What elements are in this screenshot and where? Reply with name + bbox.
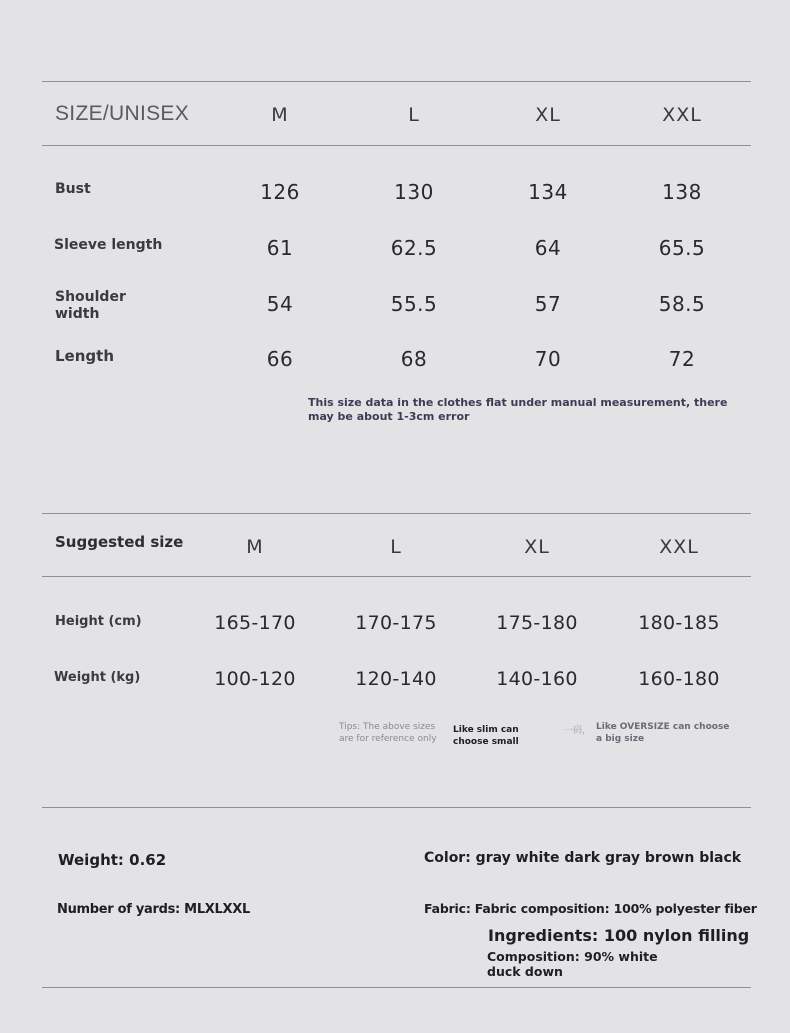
cell-height-xl: 175-180: [496, 612, 578, 634]
tip-separator: 一码，: [564, 726, 592, 736]
info-yards: Number of yards: MLXLXXL: [57, 902, 250, 917]
cell-height-xxl: 180-185: [638, 612, 720, 634]
top-rule: [42, 81, 751, 82]
cell-shoulder-m: 54: [266, 292, 294, 316]
size-col-xxl: XXL: [662, 104, 702, 126]
size-table-header: SIZE/UNISEX: [55, 102, 189, 125]
cell-length-xl: 70: [534, 347, 562, 371]
cell-length-xxl: 72: [668, 347, 696, 371]
cell-weight-xxl: 160-180: [638, 668, 720, 690]
size-col-m: M: [271, 104, 289, 126]
cell-sleeve-xxl: 65.5: [658, 236, 706, 260]
info-color: Color: gray white dark gray brown black: [424, 850, 742, 866]
cell-shoulder-xxl: 58.5: [658, 292, 706, 316]
cell-length-l: 68: [400, 347, 428, 371]
cell-shoulder-l: 55.5: [390, 292, 438, 316]
info-ingredients: Ingredients: 100 nylon filling: [488, 926, 750, 945]
row-label-length: Length: [55, 347, 114, 365]
cell-bust-xl: 134: [528, 180, 568, 204]
row-label-weight: Weight (kg): [54, 670, 141, 685]
cell-bust-m: 126: [260, 180, 300, 204]
size-col-xl: XL: [535, 104, 561, 126]
info-fabric: Fabric: Fabric composition: 100% polyester fiber: [424, 901, 757, 916]
cell-shoulder-xl: 57: [534, 292, 562, 316]
info-top-rule: [42, 807, 751, 808]
cell-weight-l: 120-140: [355, 668, 437, 690]
tip-slim: Like slim can choose small: [453, 725, 519, 747]
cell-bust-l: 130: [394, 180, 434, 204]
cell-bust-xxl: 138: [662, 180, 702, 204]
cell-sleeve-l: 62.5: [390, 236, 438, 260]
measurement-note: This size data in the clothes flat under manual measurement, there may be about 1-3cm error: [308, 396, 728, 423]
size-col-l: L: [408, 104, 420, 126]
row-label-bust: Bust: [55, 181, 91, 197]
cell-length-m: 66: [266, 347, 294, 371]
cell-height-l: 170-175: [355, 612, 437, 634]
row-label-height: Height (cm): [55, 614, 142, 629]
size-header-rule: [42, 145, 751, 146]
cell-sleeve-xl: 64: [534, 236, 562, 260]
suggested-table-header: Suggested size: [55, 533, 184, 551]
tip-oversize: Like OVERSIZE can choose a big size: [596, 722, 730, 744]
suggested-col-l: L: [390, 536, 402, 558]
cell-weight-xl: 140-160: [496, 668, 578, 690]
suggested-col-xl: XL: [524, 536, 550, 558]
row-label-shoulder-width: Shoulder width: [55, 289, 126, 322]
row-label-sleeve-length: Sleeve length: [54, 237, 163, 253]
suggested-col-m: M: [246, 536, 264, 558]
suggested-header-rule: [42, 576, 751, 577]
cell-height-m: 165-170: [214, 612, 296, 634]
cell-weight-m: 100-120: [214, 668, 296, 690]
info-weight: Weight: 0.62: [58, 851, 167, 869]
cell-sleeve-m: 61: [266, 236, 294, 260]
tip-reference: Tips: The above sizes are for reference only: [339, 722, 437, 744]
suggested-col-xxl: XXL: [659, 536, 699, 558]
bottom-rule: [42, 987, 751, 988]
suggested-top-rule: [42, 513, 751, 514]
info-composition: Composition: 90% white duck down: [487, 949, 658, 979]
